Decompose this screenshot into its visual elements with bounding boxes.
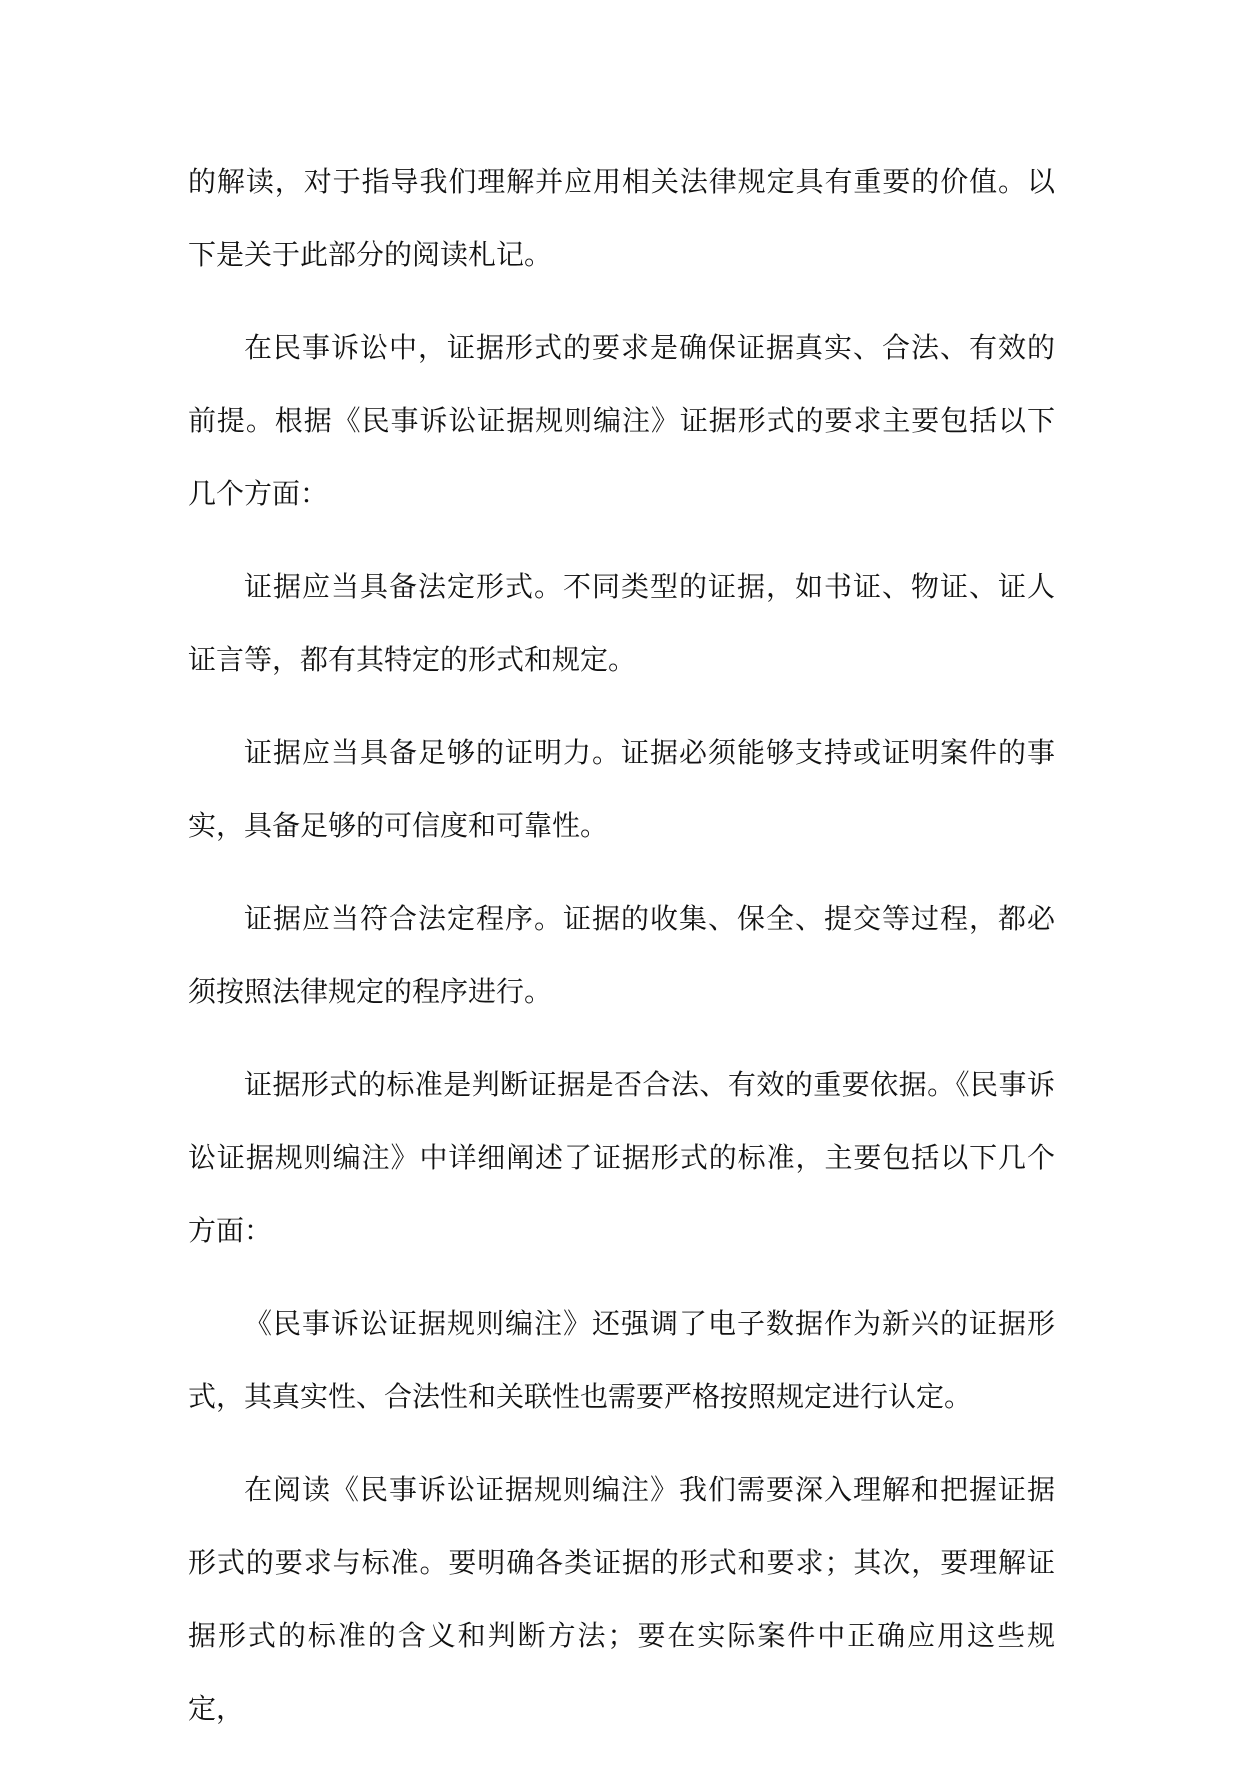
paragraph: 证据形式的标准是判断证据是否合法、有效的重要依据。《民事诉讼证据规则编注》中详细阐述了证据形式的标准，主要包括以下几个方面： [188, 1068, 1055, 1247]
paragraph: 证据应当具备法定形式。不同类型的证据，如书证、物证、证人证言等，都有其特定的形式和规定。 [188, 570, 1055, 676]
paragraph: 的解读，对于指导我们理解并应用相关法律规定具有重要的价值。以下是关于此部分的阅读札记。 [188, 165, 1055, 271]
paragraph: 在阅读《民事诉讼证据规则编注》我们需要深入理解和把握证据形式的要求与标准。要明确各类证据的形式和要求；其次，要理解证据形式的标准的含义和判断方法；要在实际案件中正确应用这些规定， [188, 1473, 1055, 1725]
body-text [188, 145, 1055, 1765]
paragraph: 证据应当具备足够的证明力。证据必须能够支持或证明案件的事实，具备足够的可信度和可靠性。 [188, 736, 1055, 842]
paragraph: 在民事诉讼中，证据形式的要求是确保证据真实、合法、有效的前提。根据《民事诉讼证据规则编注》证据形式的要求主要包括以下几个方面： [188, 331, 1055, 510]
paragraph: 证据应当符合法定程序。证据的收集、保全、提交等过程，都必须按照法律规定的程序进行。 [188, 902, 1055, 1008]
paragraph: 《民事诉讼证据规则编注》还强调了电子数据作为新兴的证据形式，其真实性、合法性和关联性也需要严格按照规定进行认定。 [188, 1307, 1055, 1413]
